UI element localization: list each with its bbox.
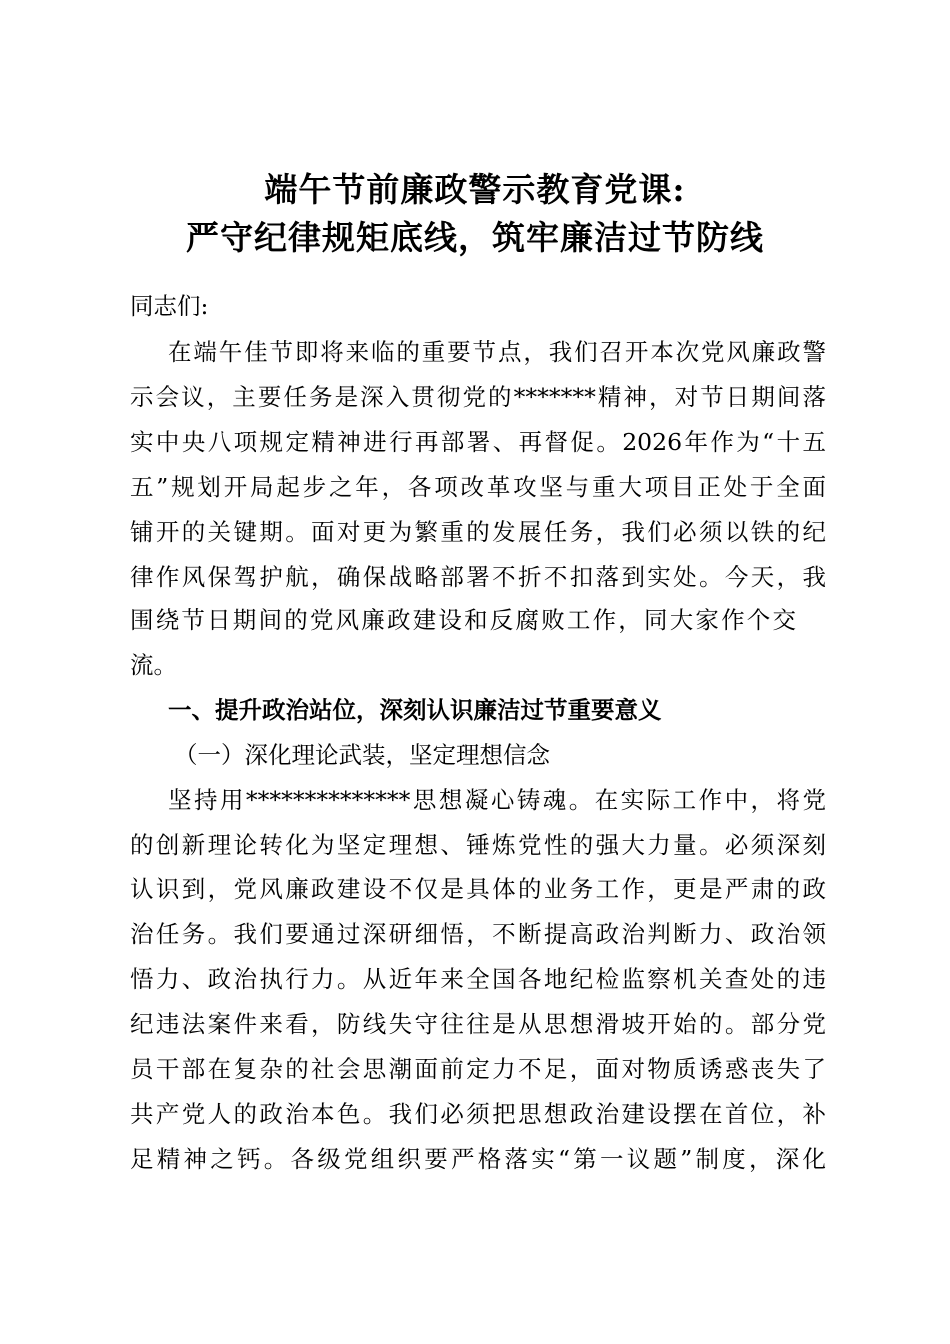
body-paragraph-line: 员干部在复杂的社会思潮面前定力不足，面对物质诱惑丧失了 (130, 1055, 826, 1083)
body-paragraph-line: 认识到，党风廉政建设不仅是具体的业务工作，更是严肃的政 (130, 875, 826, 903)
intro-paragraph-line: 围绕节日期间的党风廉政建设和反腐败工作，同大家作个交 (130, 606, 796, 634)
intro-paragraph-line: 流。 (130, 651, 177, 679)
body-paragraph-line: 悟力、政治执行力。从近年来全国各地纪检监察机关查处的违 (130, 965, 826, 993)
intro-paragraph-line: 在端午佳节即将来临的重要节点，我们召开本次党风廉政警 (168, 338, 826, 366)
intro-paragraph-line: 铺开的关键期。面对更为繁重的发展任务，我们必须以铁的纪 (130, 518, 826, 546)
body-paragraph-line: 共产党人的政治本色。我们必须把思想政治建设摆在首位，补 (130, 1100, 826, 1128)
intro-paragraph-line: 实中央八项规定精神进行再部署、再督促。2026年作为“十五 (130, 428, 826, 456)
body-paragraph-line: 坚持用**************思想凝心铸魂。在实际工作中，将党 (168, 786, 826, 814)
document-title-line-1: 端午节前廉政警示教育党课: (264, 170, 686, 209)
section-heading: 一、提升政治站位，深刻认识廉洁过节重要意义 (168, 696, 662, 724)
document-title-line-2: 严守纪律规矩底线，筑牢廉洁过节防线 (186, 218, 764, 257)
subsection-heading: （一）深化理论武装，坚定理想信念 (174, 741, 550, 769)
intro-paragraph-line: 示会议，主要任务是深入贯彻党的*******精神，对节日期间落 (130, 383, 826, 411)
body-paragraph-line: 纪违法案件来看，防线失守往往是从思想滑坡开始的。部分党 (130, 1010, 826, 1038)
intro-paragraph-line: 律作风保驾护航，确保战略部署不折不扣落到实处。今天，我 (130, 563, 826, 591)
salutation: 同志们: (130, 292, 209, 320)
intro-paragraph-line: 五”规划开局起步之年，各项改革攻坚与重大项目正处于全面 (130, 473, 826, 501)
body-paragraph-line: 的创新理论转化为坚定理想、锤炼党性的强大力量。必须深刻 (130, 831, 826, 859)
body-paragraph-line: 治任务。我们要通过深研细悟，不断提高政治判断力、政治领 (130, 920, 826, 948)
body-paragraph-line: 足精神之钙。各级党组织要严格落实“第一议题”制度，深化 (130, 1145, 826, 1173)
